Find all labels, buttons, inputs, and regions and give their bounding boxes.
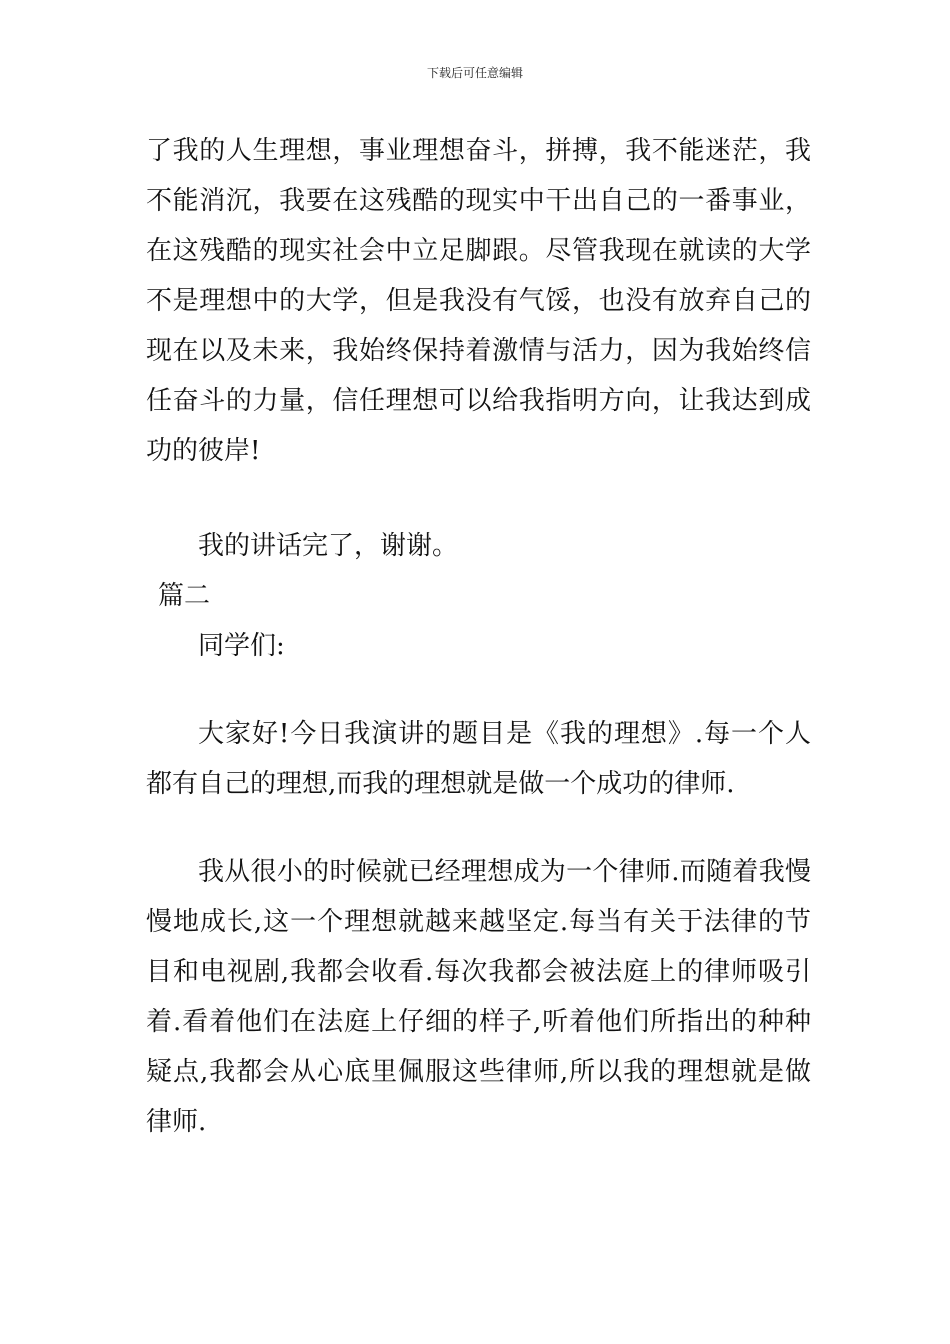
paragraph-4: 大家好!今日我演讲的题目是《我的理想》.每一个人都有自己的理想,而我的理想就是做一个成功的律师. <box>146 719 811 799</box>
section-heading: 篇二 <box>158 581 211 611</box>
spacer <box>146 809 811 847</box>
paragraph-2: 我的讲话完了，谢谢。 <box>198 531 459 561</box>
paragraph-3: 同学们: <box>198 631 285 661</box>
document-body <box>146 126 811 1147</box>
spacer <box>146 671 811 709</box>
paragraph-5: 我从很小的时候就已经理想成为一个律师.而随着我慢慢地成长,这一个理想就越来越坚定.每当有关于法律的节目和电视剧,我都会收看.每次我都会被法庭上的律师吸引着.看着他们在法庭上仔细的样子,听着他们所指出的种种疑点,我都会从心底里佩服这些律师,所以我的理想就是做律师. <box>146 857 811 1137</box>
spacer <box>146 476 811 521</box>
page-header: 下载后可任意编辑 <box>426 66 523 80</box>
paragraph-1: 了我的人生理想，事业理想奋斗，拼搏，我不能迷茫，我不能消沉，我要在这残酷的现实中干出自己的一番事业，在这残酷的现实社会中立足脚跟。尽管我现在就读的大学不是理想中的大学，但是我没有气馁，也没有放弃自己的现在以及未来，我始终保持着激情与活力，因为我始终信任奋斗的力量，信任理想可以给我指明方向，让我达到成功的彼岸! <box>146 136 811 466</box>
